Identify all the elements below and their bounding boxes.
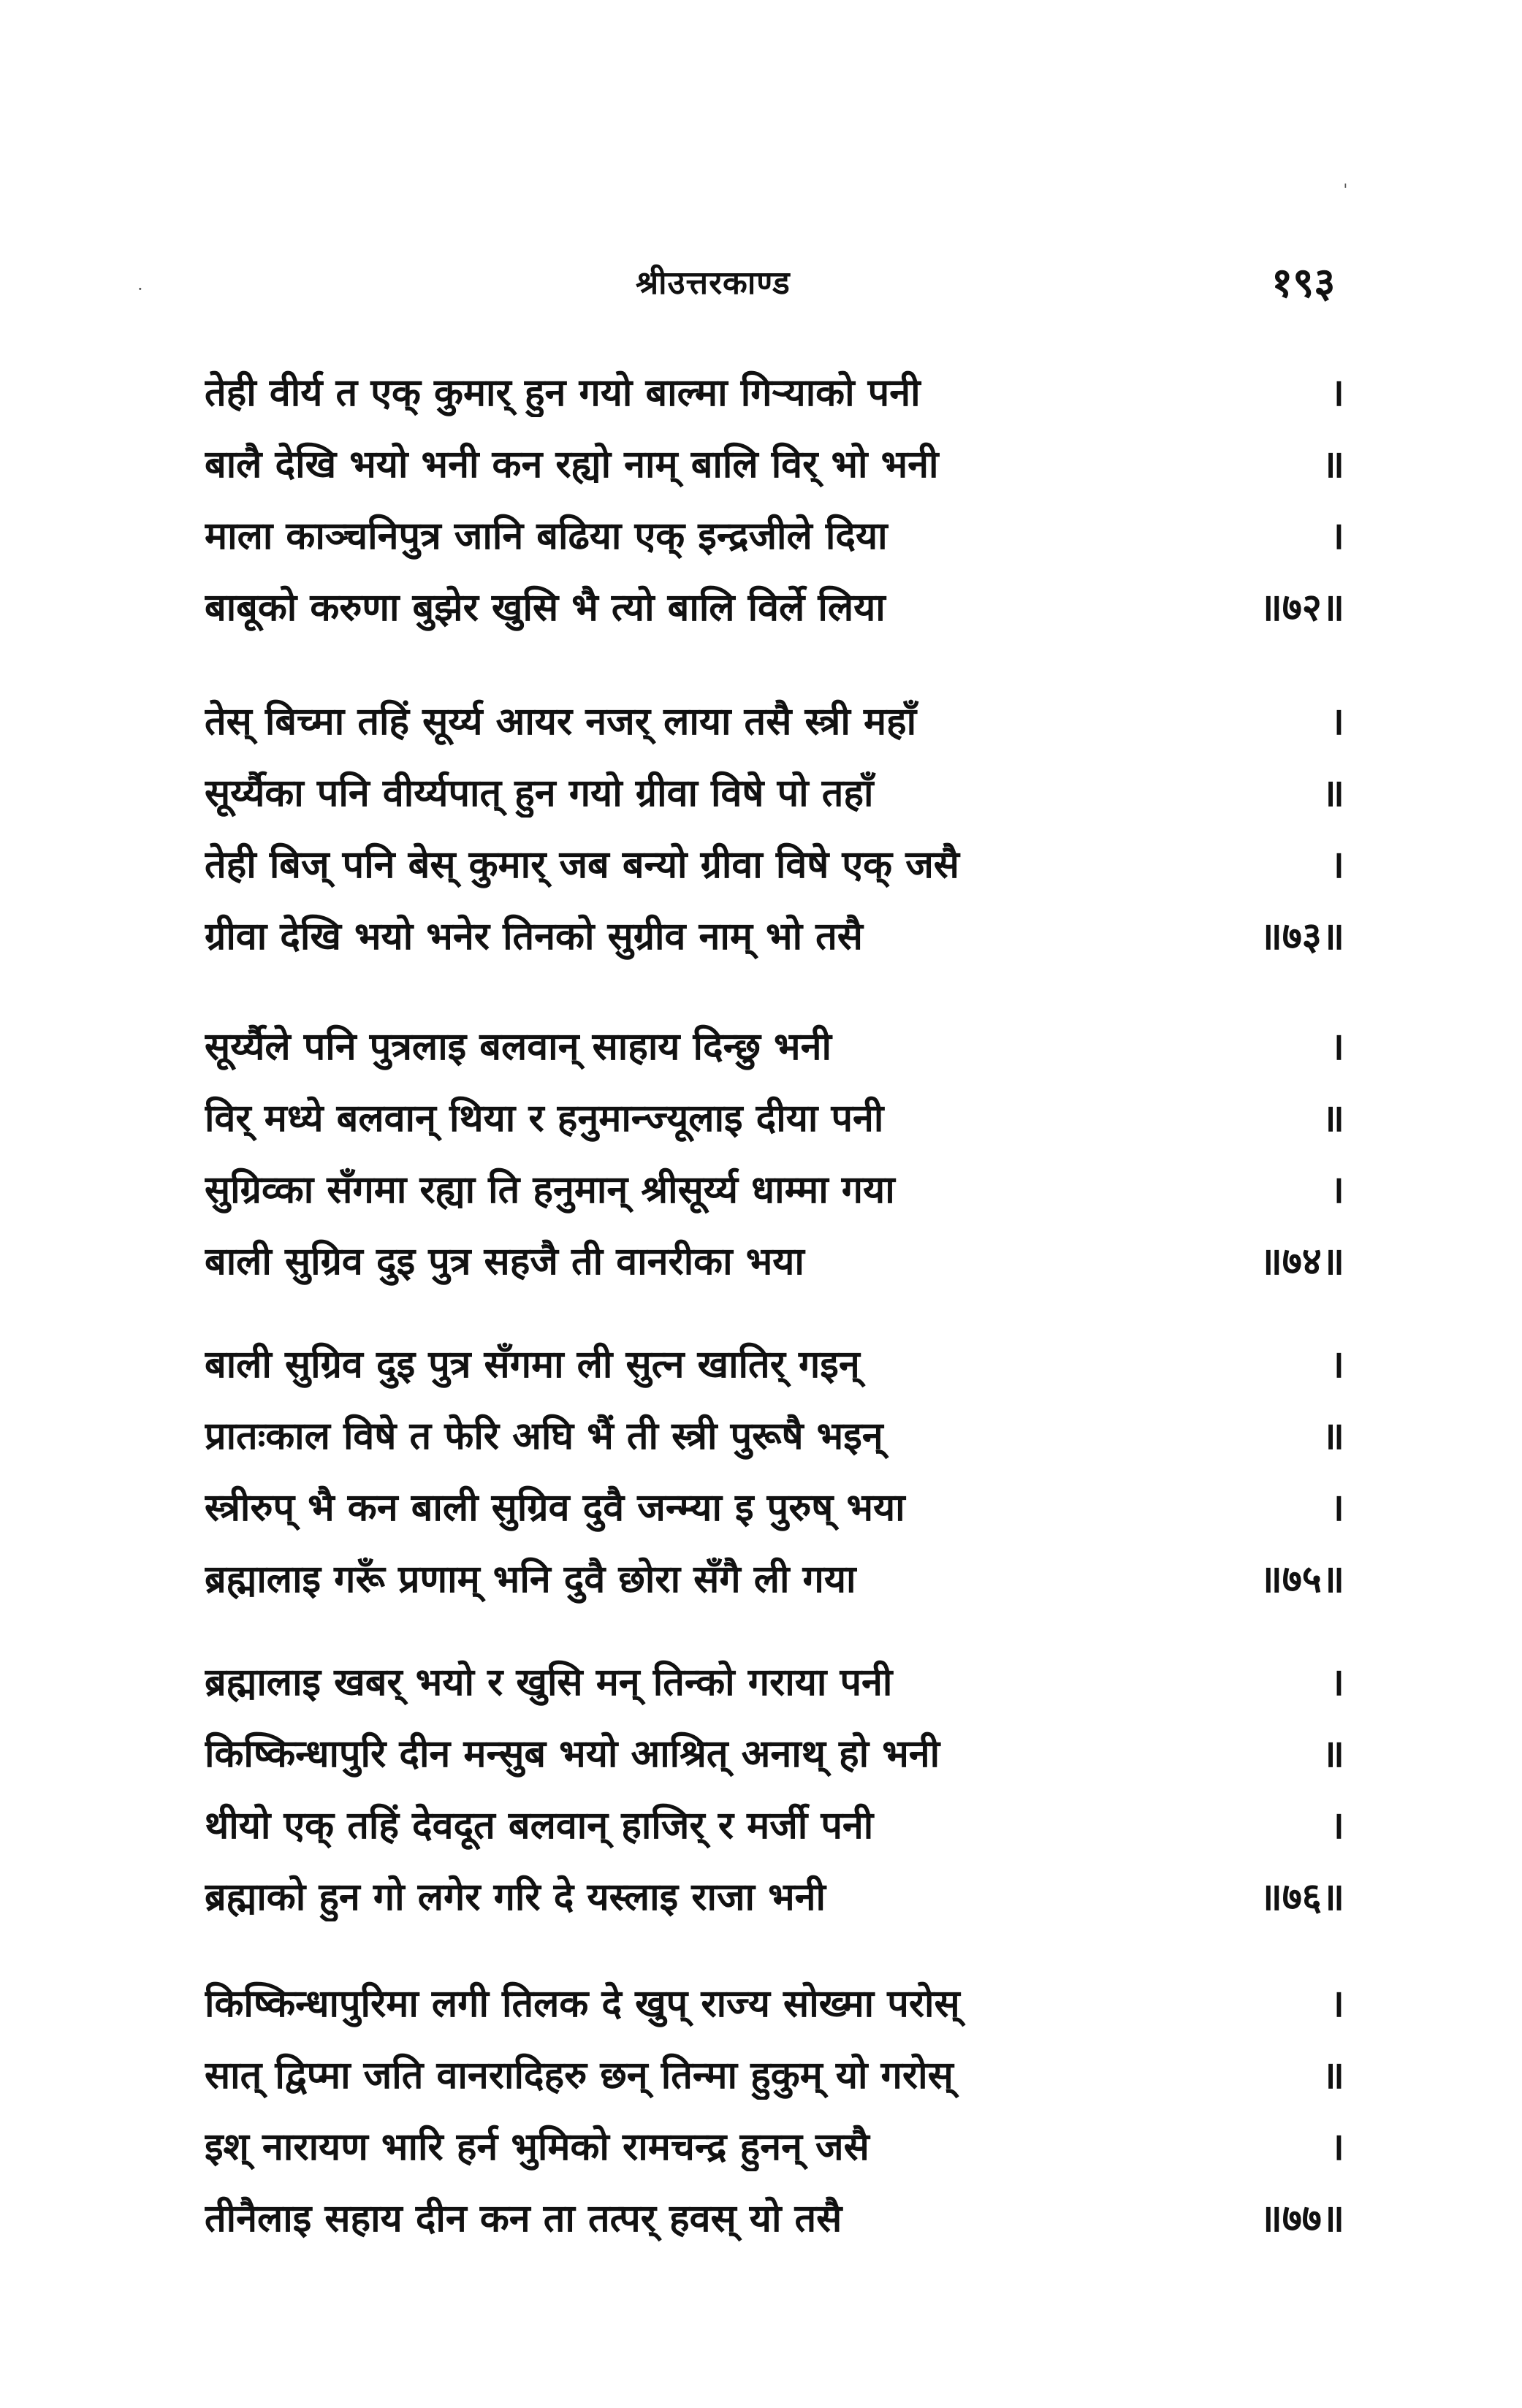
- verse-line: [205, 1655, 1344, 1726]
- verse-line: [205, 1870, 1344, 1941]
- verse-line: [205, 1409, 1344, 1480]
- verse-line-text: सूर्य्यैले पनि पुत्रलाइ बलवान् साहाय दिन्छु भनी: [205, 1024, 832, 1069]
- verse-line-end-mark: ।: [1330, 1803, 1344, 1848]
- verse-line-text: माला काञ्चनिपुत्र जानि बढिया एक् इन्द्रजीले दिया: [205, 514, 888, 558]
- verse-line-text: इश् नारायण भारि हर्न भुमिको रामचन्द्र हुनन् जसै: [205, 2125, 870, 2169]
- verse-line-text: थीयो एक् तहिं देवदूत बलवान् हाजिर् र मर्जी पनी: [205, 1803, 874, 1848]
- verse-line-text: ब्रह्माको हुन गो लगेर गरि दे यस्लाइ राजा भनी: [205, 1875, 826, 1919]
- verse-line: [205, 1091, 1344, 1162]
- verse-line: [205, 580, 1344, 652]
- verse-line-end-mark: ॥: [1321, 1731, 1344, 1776]
- verse-line-end-mark: ॥: [1321, 771, 1344, 815]
- verse-line-text: बाली सुग्रिव दुइ पुत्र सहजै ती वानरीका भया: [205, 1239, 804, 1284]
- verse-line-end-mark: ॥: [1321, 1414, 1344, 1458]
- verse-line-end-mark: ।: [1330, 1485, 1344, 1530]
- verse-line: [205, 766, 1344, 837]
- verse-line-text: बाली सुग्रिव दुइ पुत्र सँगमा ली सुत्न खातिर् गइन्: [205, 1342, 860, 1387]
- verse-number: ॥७२॥: [1259, 585, 1344, 630]
- verse-line-text: तीनैलाइ सहाय दीन कन ता तत्पर् हवस् यो तसै: [205, 2196, 842, 2241]
- verse-line: [205, 437, 1344, 508]
- verse-75: [205, 1337, 1344, 1623]
- verse-line: [205, 1976, 1344, 2048]
- verse-line: [205, 909, 1344, 980]
- stray-ink-dot: ·: [137, 279, 143, 300]
- verse-line-end-mark: ॥: [1321, 2053, 1344, 2098]
- verse-line-text: ग्रीवा देखि भयो भनेर तिनको सुग्रीव नाम् भो तसै: [205, 914, 863, 959]
- verse-line-text: सात् द्विप्मा जति वानरादिहरु छन् तिन्मा हुकुम् यो गरोस्: [205, 2053, 954, 2098]
- page-number: १९३: [1271, 259, 1336, 307]
- verse-line: [205, 1019, 1344, 1091]
- verse-line-text: सुग्रिव्का सँगमा रह्या ति हनुमान् श्रीसूर्य्य धाम्मा गया: [205, 1167, 895, 1212]
- verse-line: [205, 1726, 1344, 1798]
- verse-line: [205, 1552, 1344, 1623]
- verse-line-text: सूर्य्यैका पनि वीर्य्यपात् हुन गयो ग्रीवा विषे पो तहाँ: [205, 771, 874, 815]
- verse-number: ॥७३॥: [1259, 914, 1344, 959]
- page-header: [0, 259, 1522, 325]
- verse-line: [205, 1162, 1344, 1234]
- verse-line-text: ब्रह्मालाइ खबर् भयो र खुसि मन् तिन्को गराया पनी: [205, 1660, 893, 1704]
- verse-73: [205, 694, 1344, 980]
- verse-72: [205, 365, 1344, 652]
- verse-line-text: प्रातःकाल विषे त फेरि अघि भैं ती स्त्री पुरूषै भइन्: [205, 1414, 883, 1458]
- verse-line: [205, 694, 1344, 766]
- verse-line: [205, 2191, 1344, 2263]
- verse-line: [205, 1234, 1344, 1306]
- verse-line: [205, 2048, 1344, 2119]
- verse-line-end-mark: ॥: [1321, 442, 1344, 487]
- verse-line-end-mark: ।: [1330, 2125, 1344, 2169]
- verse-line-text: किष्किन्धापुरिमा लगी तिलक दे खुप् राज्य सोख्मा परोस्: [205, 1981, 960, 2026]
- verse-line-end-mark: ।: [1330, 514, 1344, 558]
- verse-line-text: स्त्रीरुप् भै कन बाली सुग्रिव दुवै जन्म्या इ पुरुष् भया: [205, 1485, 905, 1530]
- verse-number: ॥७४॥: [1259, 1239, 1344, 1284]
- verse-line: [205, 365, 1344, 437]
- verse-line: [205, 1480, 1344, 1552]
- verse-number: ॥७६॥: [1259, 1875, 1344, 1919]
- verse-74: [205, 1019, 1344, 1306]
- verse-line-text: तेही वीर्य त एक् कुमार् हुन गयो बाल्मा गिऱ्याको पनी: [205, 370, 921, 415]
- verse-line: [205, 1337, 1344, 1409]
- verse-line: [205, 837, 1344, 909]
- verse-76: [205, 1655, 1344, 1941]
- verse-line-text: बालै देखि भयो भनी कन रह्यो नाम् बालि विर् भो भनी: [205, 442, 939, 487]
- verse-line-text: विर् मध्ये बलवान् थिया र हनुमान्ज्यूलाइ दीया पनी: [205, 1096, 884, 1140]
- verse-line-text: बाबूको करुणा बुझेर खुसि भै त्यो बालि विर्ले लिया: [205, 585, 886, 630]
- verse-line: [205, 1798, 1344, 1870]
- verse-line-end-mark: ।: [1330, 699, 1344, 744]
- verse-line: [205, 2119, 1344, 2191]
- stray-ink-mark: ˈ: [1343, 181, 1348, 202]
- verse-line-end-mark: ।: [1330, 842, 1344, 887]
- verse-line-end-mark: ।: [1330, 1024, 1344, 1069]
- verse-77: [205, 1976, 1344, 2263]
- verse-line: [205, 508, 1344, 580]
- verse-line-end-mark: ॥: [1321, 1096, 1344, 1140]
- verse-number: ॥७७॥: [1259, 2196, 1344, 2241]
- verse-number: ॥७५॥: [1259, 1557, 1344, 1601]
- verse-line-text: तेही बिज् पनि बेस् कुमार् जब बन्यो ग्रीवा विषे एक् जसै: [205, 842, 959, 887]
- verse-line-end-mark: ।: [1330, 1167, 1344, 1212]
- verse-line-text: तेस् बिच्मा तहिं सूर्य्य आयर नजर् लाया तसै स्त्री महाँ: [205, 699, 917, 744]
- verse-line-text: किष्किन्धापुरि दीन मन्सुब भयो आश्रित् अनाथ् हो भनी: [205, 1731, 940, 1776]
- verse-line-end-mark: ।: [1330, 1981, 1344, 2026]
- verse-line-text: ब्रह्मालाइ गरूँ प्रणाम् भनि दुवै छोरा सँगै ली गया: [205, 1557, 856, 1601]
- verse-line-end-mark: ।: [1330, 1342, 1344, 1387]
- verse-line-end-mark: ।: [1330, 1660, 1344, 1704]
- running-title: श्रीउत्तरकाण्ड: [636, 264, 791, 302]
- verse-line-end-mark: ।: [1330, 370, 1344, 415]
